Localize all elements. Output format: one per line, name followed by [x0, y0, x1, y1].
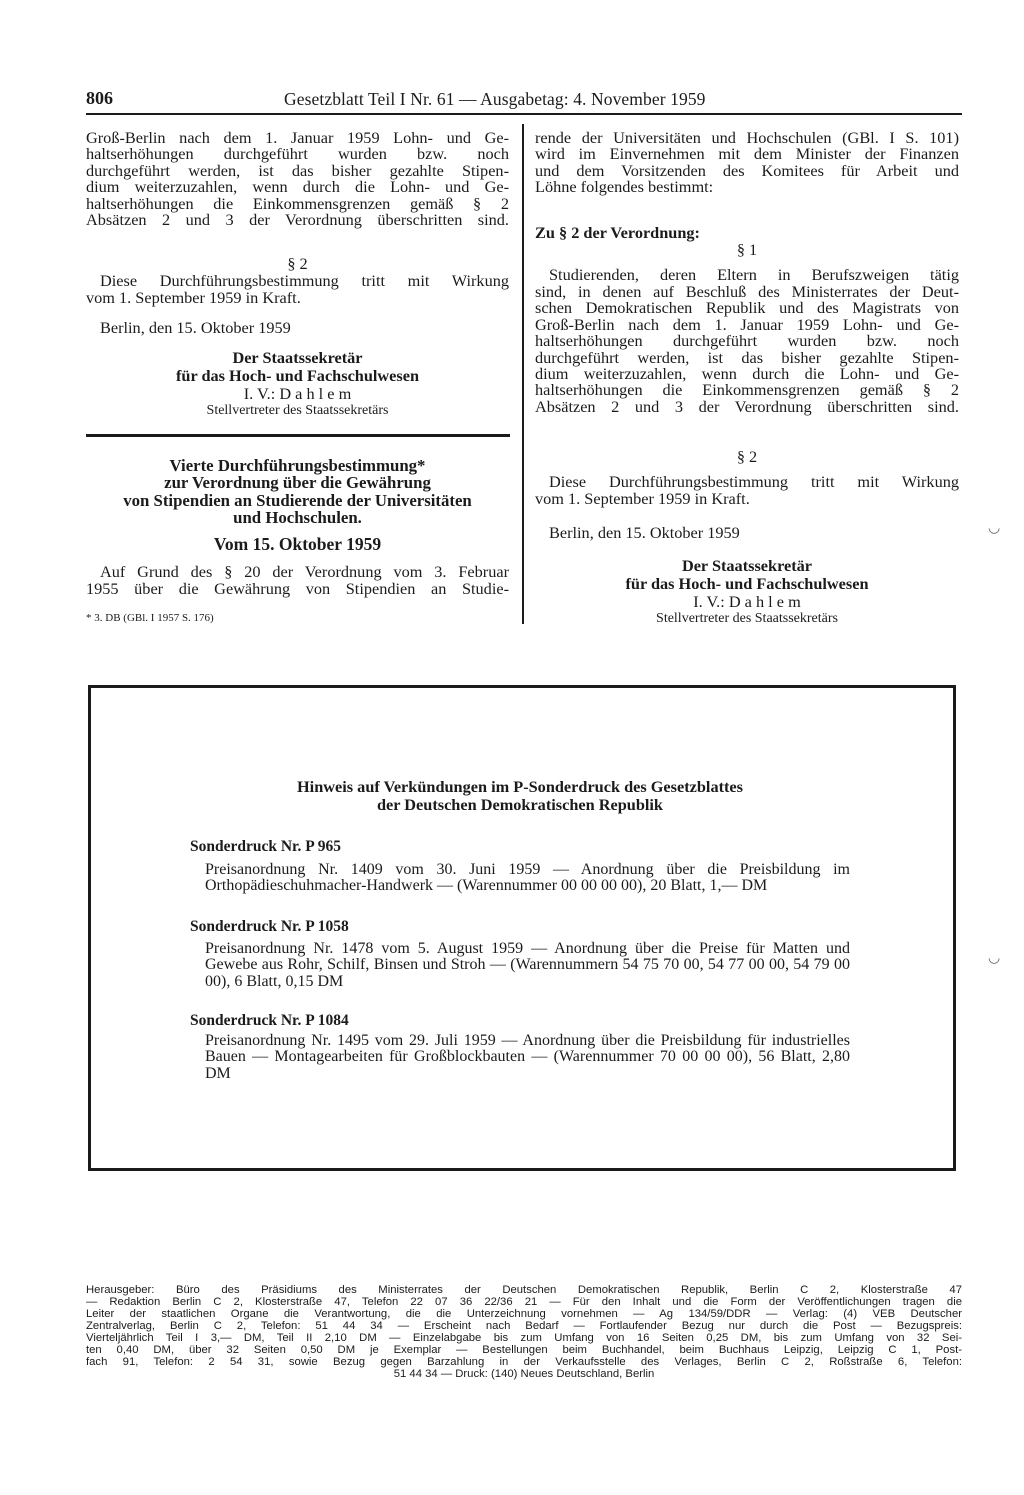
margin-mark: ◡	[988, 521, 1001, 536]
header-rule	[86, 113, 962, 115]
text-line: dium weiterzuzahlen, wenn durch die Lohn- und Ge-	[535, 364, 959, 384]
impressum	[86, 1284, 962, 1380]
left-signatory-name: I. V.: D a h l e m	[243, 384, 352, 403]
text-line: haltserhöhungen durchgeführt wurden bzw. noch	[535, 331, 959, 351]
text-line: Groß-Berlin nach dem 1. Januar 1959 Lohn- und Ge-	[535, 314, 959, 334]
left-signatory-role: Stellvertreter des Staatssekretärs	[206, 403, 389, 418]
left-continued-paragraph	[86, 130, 509, 228]
title-line: und Hochschulen.	[233, 507, 362, 527]
entry-heading: Sonderdruck Nr. P 1084	[190, 1012, 349, 1029]
impressum-line: fach 91, Telefon: 2 54 31, sowie Bezug gegen Barzahlung in der Verkaufsstelle des Verlages, Berlin C 2, Roßstraße 6, Telefon:	[86, 1356, 962, 1368]
left-place-date: Berlin, den 15. Oktober 1959	[100, 318, 291, 337]
text-line: 1955 über die Gewährung von Stipendien an Studie-	[86, 579, 509, 598]
entry-text: Preisanordnung Nr. 1478 vom 5. August 1959 — Anordnung über die Preise für Matten und Gewebe aus Rohr, Schilf, Binsen und Stroh — (Warennummern 54 75 70 00, 54 77 00 00, 54 79 00 00), 6 Blatt, 0,15 DM	[205, 940, 850, 990]
left-section2-heading: § 2	[287, 254, 308, 273]
title-line: Vierte Durchführungsbestimmung*	[169, 456, 426, 475]
text-line: Groß-Berlin nach dem 1. Januar 1959 Lohn- und Ge-	[86, 128, 509, 147]
right-signatory-title-2: für das Hoch- und Fachschulwesen	[625, 574, 869, 593]
text-line: haltserhöhungen die Einkommensgrenzen gemäß § 2	[535, 380, 959, 400]
right-section2-heading: § 2	[736, 447, 758, 466]
impressum-line: Vierteljährlich Teil I 3,— DM, Teil II 2,10 DM — Einzelabgabe bis zum Umfang von 16 Seiten 0,25 DM, bis zum Umfang von 32 Sei-	[86, 1332, 962, 1344]
page-number: 806	[86, 88, 113, 108]
impressum-line: 51 44 34 — Druck: (140) Neues Deutschland, Berlin	[393, 1368, 655, 1380]
text-line: Absätzen 2 und 3 der Verordnung überschritten sind.	[535, 396, 959, 416]
margin-mark: ◡	[988, 951, 1001, 966]
text-line: Studierenden, deren Eltern in Berufszweigen tätig	[549, 265, 959, 284]
section-separator-rule	[86, 434, 510, 437]
text-line: haltserhöhungen durchgeführt wurden bzw. noch	[86, 144, 509, 164]
footnote: * 3. DB (GBl. I 1957 S. 176)	[86, 612, 214, 624]
text-line: Löhne folgendes bestimmt:	[535, 177, 714, 197]
regulation-title	[86, 457, 509, 526]
entry-heading: Sonderdruck Nr. P 965	[190, 838, 342, 855]
notice-title-line-1: Hinweis auf Verkündungen im P-Sonderdruck des Gesetzblattes	[297, 777, 743, 796]
impressum-line: ten 0,40 DM, über 32 Seiten 0,50 DM je Exemplar — Bestellungen beim Buchhandel, beim Buchhaus Leipzig, Leipzig C 1, Post-	[86, 1344, 962, 1356]
text-line: und dem Vorsitzenden des Komitees für Arbeit und	[535, 160, 959, 180]
entry-text: Preisanordnung Nr. 1409 vom 30. Juni 1959 — Anordnung über die Preisbildung im Orthopädieschuhmacher-Handwerk — (Warennummer 00 00 00 00), 20 Blatt, 1,— DM	[205, 861, 850, 895]
left-section2-paragraph	[86, 273, 509, 289]
right-section2-last	[535, 491, 959, 507]
entry-text: Preisanordnung Nr. 1495 vom 29. Juli 1959 — Anordnung über die Preisbildung für industrielles Bauen — Montagearbeiten für Großblockbauten — (Warennummer 70 00 00 00), 56 Blatt, 2,80 DM	[205, 1032, 850, 1082]
text-line: Diese Durchführungsbestimmung tritt mit Wirkung	[549, 472, 959, 491]
text-line: haltserhöhungen die Einkommensgrenzen gemäß § 2	[86, 193, 509, 213]
text-line: wird im Einvernehmen mit dem Minister der Finanzen	[535, 144, 959, 164]
left-preamble-second	[86, 581, 509, 597]
text-line: sind, in denen auf Beschluß des Ministerrates der Deut-	[535, 282, 959, 301]
text-line: durchgeführt werden, ist das bisher gezahlte Stipen-	[86, 160, 509, 180]
impressum-line: Zentralverlag, Berlin C 2, Telefon: 51 44 34 — Erscheint nach Bedarf — Fortlaufender Bezug nur durch die Post — Bezugspreis:	[86, 1320, 962, 1332]
impressum-line: — Redaktion Berlin C 2, Klosterstraße 47, Telefon 22 07 36 22/36 21 — Für den Inhalt und die Form der Veröffentlichungen tragen die	[86, 1296, 962, 1308]
left-section2-last-line	[86, 290, 509, 306]
title-line: zur Verordnung über die Gewährung	[164, 473, 431, 493]
text-line: dium weiterzuzahlen, wenn durch die Lohn- und Ge-	[86, 177, 509, 197]
running-header: Gesetzblatt Teil I Nr. 61 — Ausgabetag: 4. November 1959	[284, 89, 706, 109]
right-section1-heading: § 1	[736, 240, 758, 259]
text-line: Diese Durchführungsbestimmung tritt mit Wirkung	[100, 271, 509, 290]
impressum-line: Herausgeber: Büro des Präsidiums des Ministerrates der Deutschen Demokratischen Republik, Berlin C 2, Klosterstraße 47	[86, 1284, 962, 1296]
right-preamble-paragraph	[535, 130, 959, 196]
column-divider	[522, 124, 524, 624]
text-line: schen Demokratischen Republik und des Magistrats von	[535, 298, 959, 318]
right-signatory-name: I. V.: D a h l e m	[693, 592, 801, 611]
text-line: durchgeführt werden, ist das bisher gezahlte Stipen-	[535, 347, 959, 367]
title-line: von Stipendien an Studierende der Universitäten	[123, 490, 472, 510]
right-section1-first	[535, 267, 959, 283]
notice-title-line-2: der Deutschen Demokratischen Republik	[377, 795, 663, 814]
left-preamble-first	[86, 564, 509, 580]
right-signatory-role: Stellvertreter des Staatssekretärs	[656, 611, 838, 626]
right-section1-paragraph	[535, 284, 959, 415]
right-section2-first	[535, 474, 959, 490]
right-signatory-title-1: Der Staatssekretär	[681, 556, 813, 575]
text-line: Auf Grund des § 20 der Verordnung vom 3. Februar	[100, 562, 509, 581]
left-signatory-title-1: Der Staatssekretär	[232, 348, 363, 367]
right-place-date: Berlin, den 15. Oktober 1959	[549, 523, 740, 542]
entry-heading: Sonderdruck Nr. P 1058	[190, 918, 349, 935]
text-line: Absätzen 2 und 3 der Verordnung überschritten sind.	[86, 210, 509, 230]
right-subheading: Zu § 2 der Verordnung:	[535, 223, 700, 242]
text-line: vom 1. September 1959 in Kraft.	[86, 288, 301, 307]
notice-title	[200, 778, 840, 814]
text-line: vom 1. September 1959 in Kraft.	[535, 489, 750, 508]
left-signatory-title-2: für das Hoch- und Fachschulwesen	[175, 366, 420, 385]
regulation-date: Vom 15. Oktober 1959	[213, 534, 382, 554]
text-line: rende der Universitäten und Hochschulen (GBl. I S. 101)	[535, 128, 959, 147]
impressum-line: Leiter der staatlichen Organe die Verantwortung, die die Unterzeichnung vornehmen — Ag 134/59/DDR — Verlag: (4) VEB Deutscher	[86, 1308, 962, 1320]
